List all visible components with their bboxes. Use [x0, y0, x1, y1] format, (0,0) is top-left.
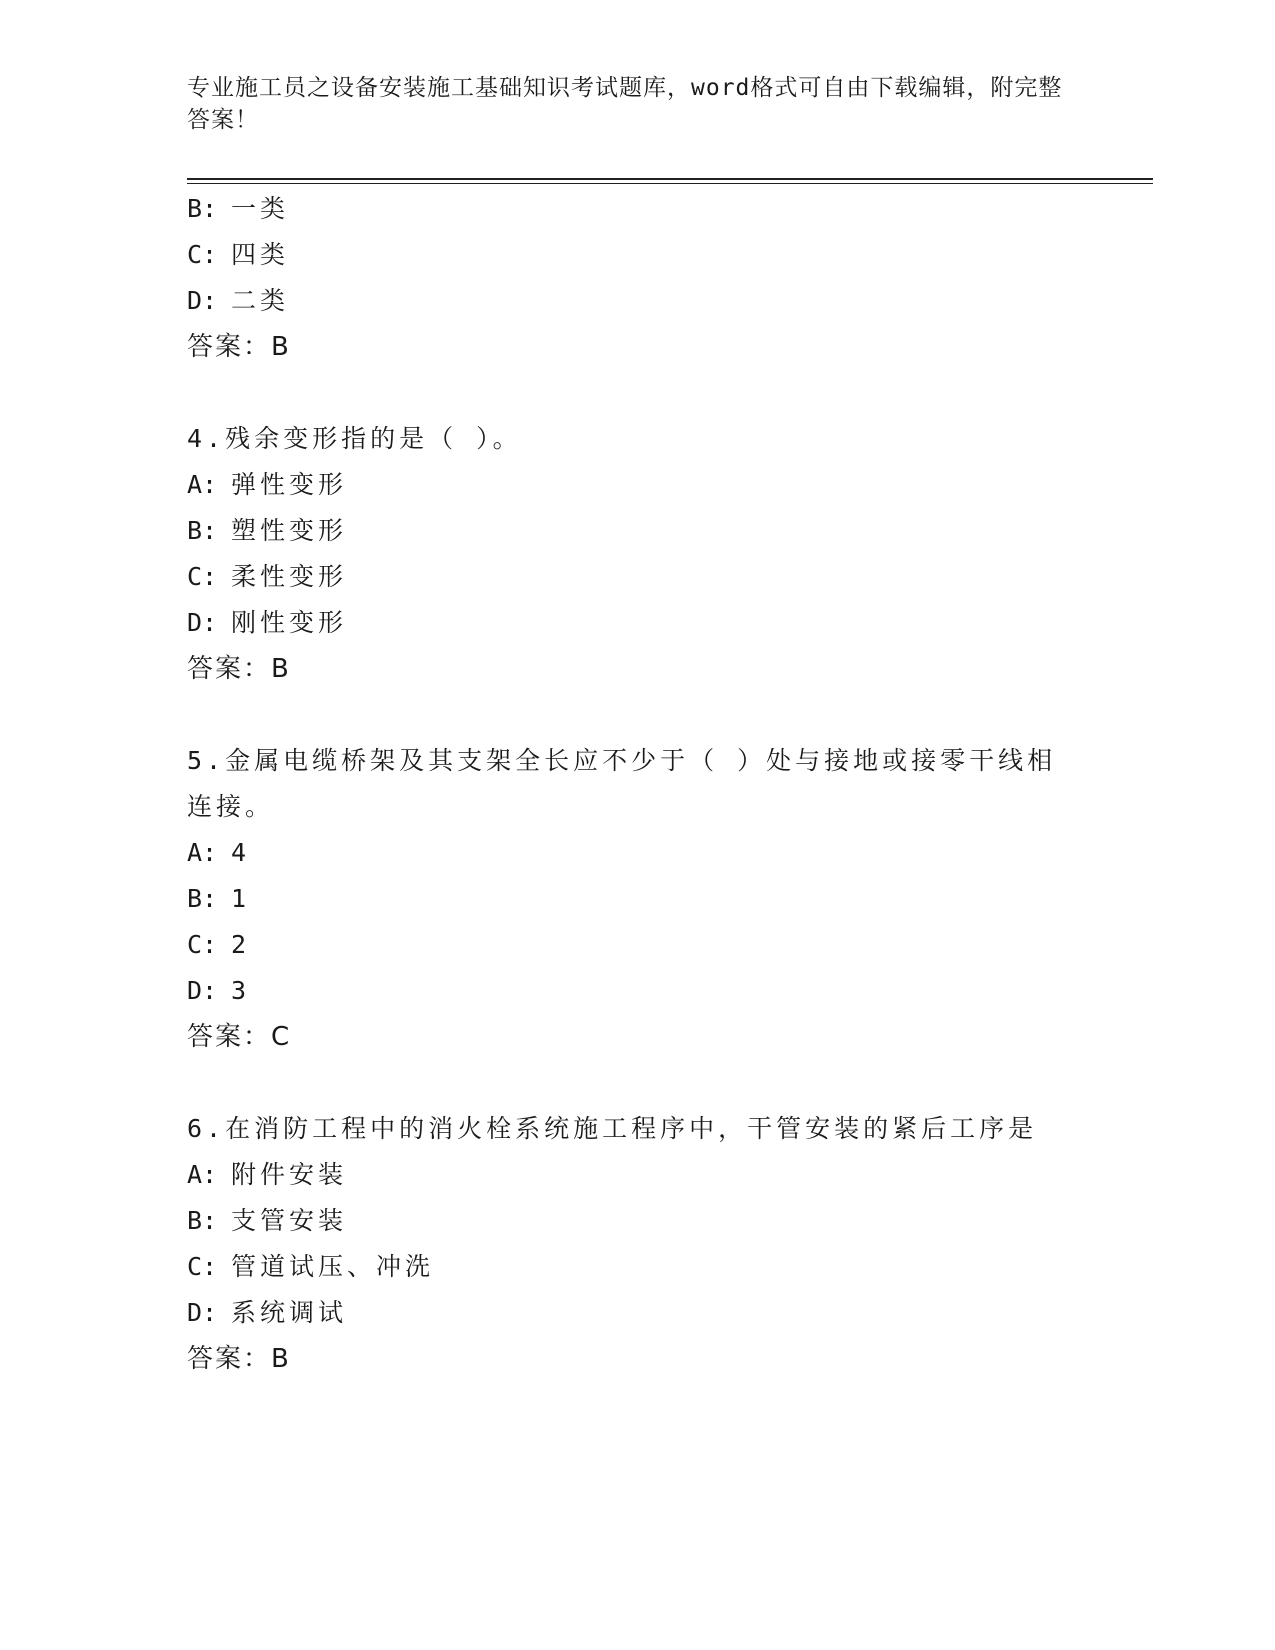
option-b: [187, 186, 1087, 232]
spacer: [187, 370, 1087, 416]
header-rule-thin: [187, 183, 1153, 184]
answer: 答案：C: [187, 1022, 292, 1052]
question-stem: 6.在消防工程中的消火栓系统施工程序中，干管安装的紧后工序是: [187, 1114, 1038, 1143]
option-label: A:: [187, 470, 218, 499]
question-3: [187, 186, 1087, 370]
option-text: 弹性变形: [231, 470, 348, 499]
option-label: D:: [187, 608, 218, 637]
option-c: [187, 1244, 1087, 1290]
option-text: 四类: [231, 240, 290, 269]
answer: 答案：B: [187, 654, 291, 684]
option-label: B:: [187, 194, 218, 223]
question-6: [187, 1106, 1087, 1382]
option-text: 二类: [231, 286, 290, 315]
option-c: [187, 922, 1087, 968]
option-text: 柔性变形: [231, 562, 348, 591]
option-label: D:: [187, 976, 218, 1005]
option-label: D:: [187, 286, 218, 315]
option-label: D:: [187, 1298, 218, 1327]
option-label: B:: [187, 1206, 218, 1235]
question-4: [187, 416, 1087, 692]
question-5: [187, 738, 1087, 1060]
answer: 答案：B: [187, 332, 291, 362]
option-label: B:: [187, 884, 218, 913]
option-d: [187, 278, 1087, 324]
option-label: C:: [187, 1252, 218, 1281]
option-d: [187, 600, 1087, 646]
document-header: 专业施工员之设备安装施工基础知识考试题库，word格式可自由下载编辑，附完整答案！: [187, 75, 1063, 133]
option-label: B:: [187, 516, 218, 545]
option-text: 一类: [231, 194, 290, 223]
option-b: [187, 1198, 1087, 1244]
option-text: 2: [231, 930, 251, 959]
option-text: 塑性变形: [231, 516, 348, 545]
question-stem: 5.金属电缆桥架及其支架全长应不少于（ ）处与接地或接零干线相连接。: [187, 746, 1057, 821]
option-label: C:: [187, 930, 218, 959]
option-text: 附件安装: [231, 1160, 348, 1189]
option-text: 4: [231, 838, 251, 867]
option-a: [187, 1152, 1087, 1198]
option-text: 3: [231, 976, 251, 1005]
answer: 答案：B: [187, 1344, 291, 1374]
option-label: A:: [187, 838, 218, 867]
option-label: C:: [187, 240, 218, 269]
option-b: [187, 508, 1087, 554]
option-c: [187, 554, 1087, 600]
option-text: 1: [231, 884, 251, 913]
option-a: [187, 462, 1087, 508]
option-text: 支管安装: [231, 1206, 348, 1235]
spacer: [187, 1060, 1087, 1106]
header-rule-thick: [187, 178, 1153, 180]
option-label: C:: [187, 562, 218, 591]
option-text: 系统调试: [231, 1298, 348, 1327]
option-text: 刚性变形: [231, 608, 348, 637]
option-d: [187, 1290, 1087, 1336]
option-text: 管道试压、冲洗: [231, 1252, 435, 1281]
option-c: [187, 232, 1087, 278]
option-label: A:: [187, 1160, 218, 1189]
option-a: [187, 830, 1087, 876]
option-b: [187, 876, 1087, 922]
question-stem: 4.残余变形指的是（ ）。: [187, 424, 522, 453]
option-d: [187, 968, 1087, 1014]
spacer: [187, 692, 1087, 738]
question-list: [187, 186, 1087, 1382]
